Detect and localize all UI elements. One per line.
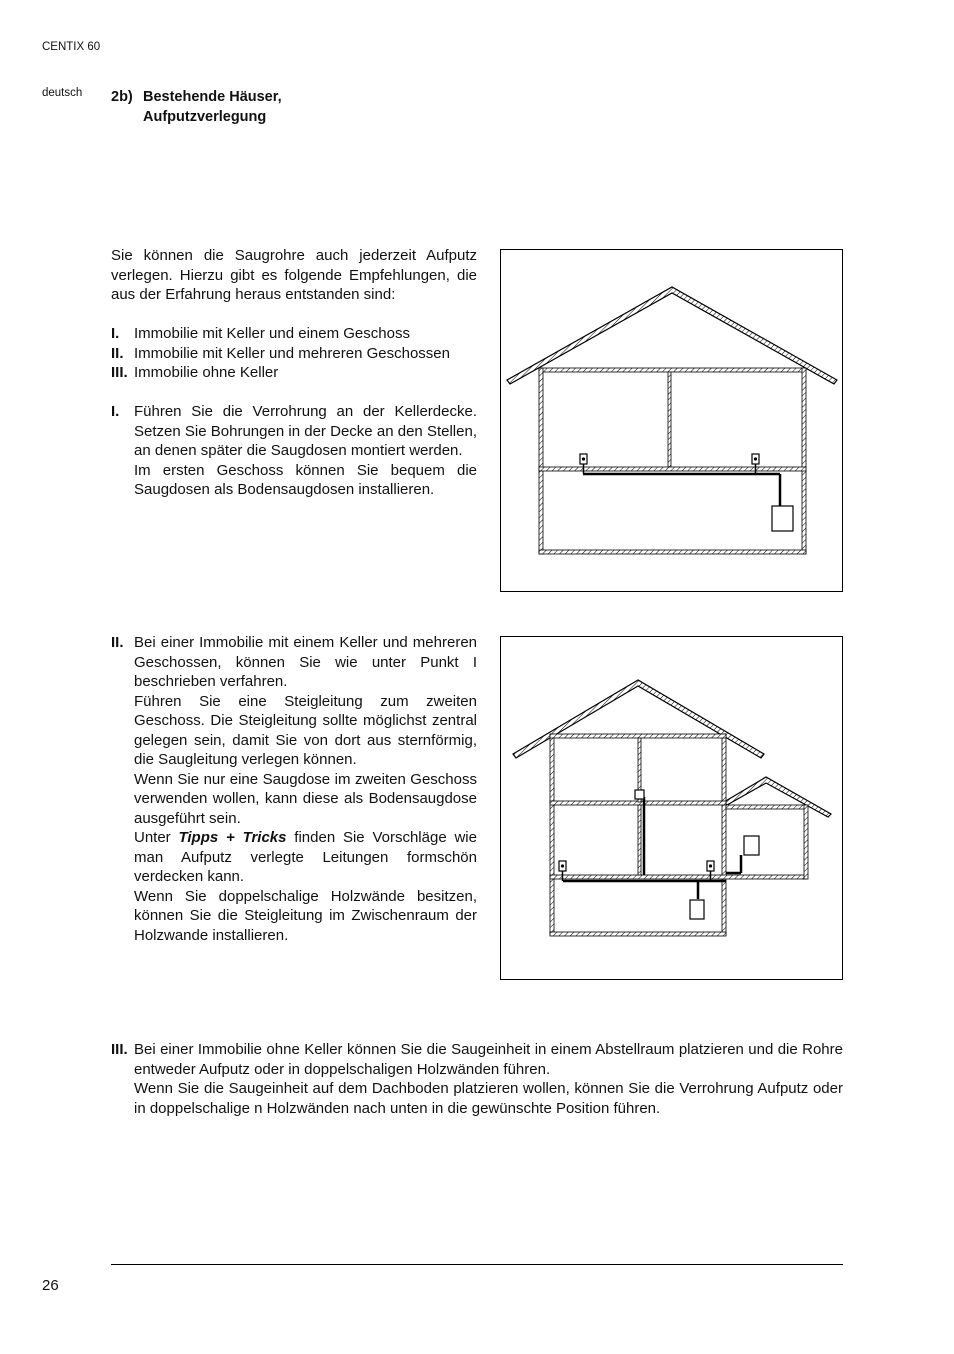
item-2 xyxy=(111,633,477,945)
item-2-block xyxy=(111,633,477,945)
section-title-line1: Bestehende Häuser, xyxy=(143,89,282,105)
item-1-paragraph-2: Im ersten Geschoss können Sie bequem die Saugdosen als Bodensaugdosen installieren. xyxy=(134,461,477,498)
list-number: III. xyxy=(111,364,128,381)
item-3-number: III. xyxy=(111,1041,128,1058)
list-item xyxy=(111,324,477,344)
item-2-paragraph-2: Führen Sie eine Steigleitung zum zweiten Geschoss. Die Steigleitung sollte möglichst zentral gelegen sein, damit Sie von dort aus sternförmig, die Saugleitung verlegen können. xyxy=(134,692,477,768)
item-2-paragraph-5: Wenn Sie doppelschalige Holzwände besitzen, können Sie die Steigleitung im Zwischenraum der Holzwande installieren. xyxy=(134,887,477,944)
item-1-paragraph-1: Führen Sie die Verrohrung an der Kellerdecke. Setzen Sie Bohrungen in der Decke an den Stellen, an denen später die Saugdosen montiert werden. xyxy=(134,403,477,459)
tips-tricks-reference: Tipps + Tricks xyxy=(178,829,287,846)
item-2-number: II. xyxy=(111,634,124,651)
item-3-paragraph-2: Wenn Sie die Saugeinheit auf dem Dachboden platzieren wollen, können Sie die Verrohrung Aufputz oder in doppelschalige n Holzwänden nach unten in die gewünschte Position führen. xyxy=(134,1080,843,1117)
footer-divider xyxy=(111,1264,843,1265)
item-2-paragraph-4 xyxy=(134,828,477,887)
list-text: Immobilie mit Keller und mehreren Geschossen xyxy=(134,344,450,362)
figure-house-one-floor xyxy=(500,249,843,592)
item-2-p4-post: finden Sie Vorschläge wie man Aufputz verlegte Leitungen formschön verdecken kann. xyxy=(134,829,477,885)
language-label: deutsch xyxy=(42,87,83,99)
item-3-paragraph-1: Bei einer Immobilie ohne Keller können Sie die Saugeinheit in einem Abstellraum platzieren und die Rohre entweder Aufputz oder in doppelschaligen Holzwänden führen. xyxy=(134,1041,843,1078)
item-1-number: I. xyxy=(111,403,120,420)
list-number: II. xyxy=(111,344,124,362)
house-diagram-1 xyxy=(501,250,842,591)
section-title xyxy=(143,87,282,127)
section-number: 2b) xyxy=(111,89,133,105)
item-2-p4-pre: Unter xyxy=(134,829,179,846)
item-2-paragraph-1: Bei einer Immobilie mit einem Keller und mehreren Geschossen, können Sie wie unter Punkt I beschrieben verfahren. xyxy=(134,634,477,690)
item-3 xyxy=(111,1040,843,1118)
item-2-paragraph-3: Wenn Sie nur eine Saugdose im zweiten Geschoss verwenden wollen, kann diese als Bodensaugdose ausgeführt sein. xyxy=(134,770,477,827)
figure-house-multi-floor xyxy=(500,636,843,980)
intro-block xyxy=(111,246,477,500)
item-1 xyxy=(111,402,477,500)
page-number: 26 xyxy=(42,1277,59,1294)
item-3-block xyxy=(111,1040,843,1118)
list-item xyxy=(111,344,477,364)
list-text: Immobilie ohne Keller xyxy=(134,364,279,381)
list-item xyxy=(111,363,477,383)
section-title-line2: Aufputzverlegung xyxy=(143,109,267,125)
list-number: I. xyxy=(111,325,120,342)
intro-paragraph: Sie können die Saugrohre auch jederzeit Aufputz verlegen. Hierzu gibt es folgende Empfehlungen, die aus der Erfahrung heraus entstanden sind: xyxy=(111,247,477,303)
product-name: CENTIX 60 xyxy=(42,41,101,53)
list-text: Immobilie mit Keller und einem Geschoss xyxy=(134,325,410,342)
house-diagram-2 xyxy=(501,637,842,979)
